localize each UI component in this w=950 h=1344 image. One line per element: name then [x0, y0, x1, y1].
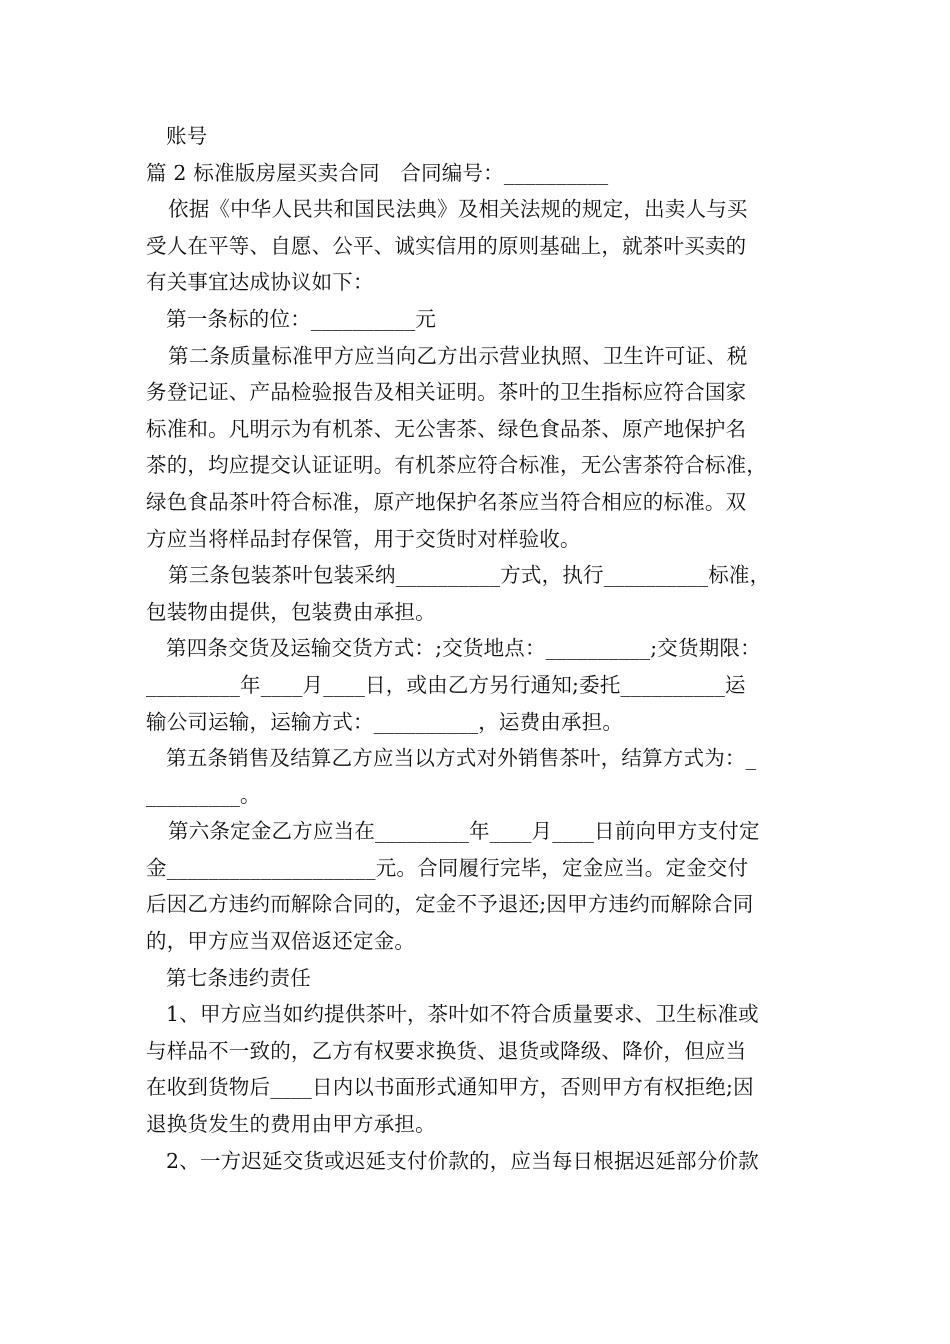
text-line: 绿色食品茶叶符合标准，原产地保护名茶应当符合相应的标准。双: [146, 489, 747, 514]
text-line: 第三条包装茶叶包装采纳__________方式，执行__________标准，: [168, 563, 771, 588]
text-line: 包装物由提供，包装费由承担。: [146, 599, 436, 624]
text-line: 茶的，均应提交认证证明。有机茶应符合标准，无公害茶符合标准，: [146, 453, 767, 478]
text-line: 第二条质量标准甲方应当向乙方出示营业执照、卫生许可证、税: [168, 343, 748, 368]
text-line: 篇 2 标准版房屋买卖合同 合同编号：__________: [146, 160, 609, 185]
text-line: 后因乙方违约而解除合同的，定金不予退还;因甲方违约而解除合同: [146, 892, 754, 917]
text-line: 务登记证、产品检验报告及相关证明。茶叶的卫生指标应符合国家: [146, 380, 747, 405]
text-line: 输公司运输，运输方式：__________，运费由承担。: [146, 709, 624, 734]
text-line: 的，甲方应当双倍返还定金。: [146, 929, 416, 954]
text-line: 第四条交货及运输交货方式：;交货地点：__________;交货期限：: [166, 636, 761, 661]
text-line: _________。: [146, 782, 261, 807]
document-body: [146, 118, 808, 1179]
text-line: 退换货发生的费用由甲方承担。: [146, 1112, 436, 1137]
text-line: 1、甲方应当如约提供茶叶，茶叶如不符合质量要求、卫生标准或: [166, 1002, 759, 1027]
text-line: 第一条标的位：__________元: [166, 306, 437, 331]
text-line: 账号: [166, 124, 208, 148]
text-line: 2、一方迟延交货或迟延支付价款的，应当每日根据迟延部分价款: [166, 1148, 759, 1173]
text-line: 在收到货物后____日内以书面形式通知甲方，否则甲方有权拒绝;因: [146, 1075, 754, 1100]
text-line: 方应当将样品封存保管，用于交货时对样验收。: [146, 526, 581, 551]
text-line: 金____________________元。合同履行完毕，定金应当。定金交付: [146, 855, 749, 880]
text-line: _________年____月____日，或由乙方另行通知;委托__________运: [146, 672, 746, 697]
text-line: 与样品不一致的，乙方有权要求换货、退货或降级、降价，但应当: [146, 1038, 747, 1063]
text-line: 第七条违约责任: [166, 965, 311, 990]
text-line: 受人在平等、自愿、公平、诚实信用的原则基础上，就茶叶买卖的: [146, 233, 747, 258]
text-line: 依据《中华人民共和国民法典》及相关法规的规定，出卖人与买: [168, 197, 748, 222]
text-line: 第五条销售及结算乙方应当以方式对外销售茶叶，结算方式为：_: [166, 746, 757, 771]
text-line: 标准和。凡明示为有机茶、无公害茶、绿色食品茶、原产地保护名: [146, 416, 747, 441]
text-line: 有关事宜达成协议如下：: [146, 270, 374, 295]
text-line: 第六条定金乙方应当在_________年____月____日前向甲方支付定: [168, 819, 760, 844]
